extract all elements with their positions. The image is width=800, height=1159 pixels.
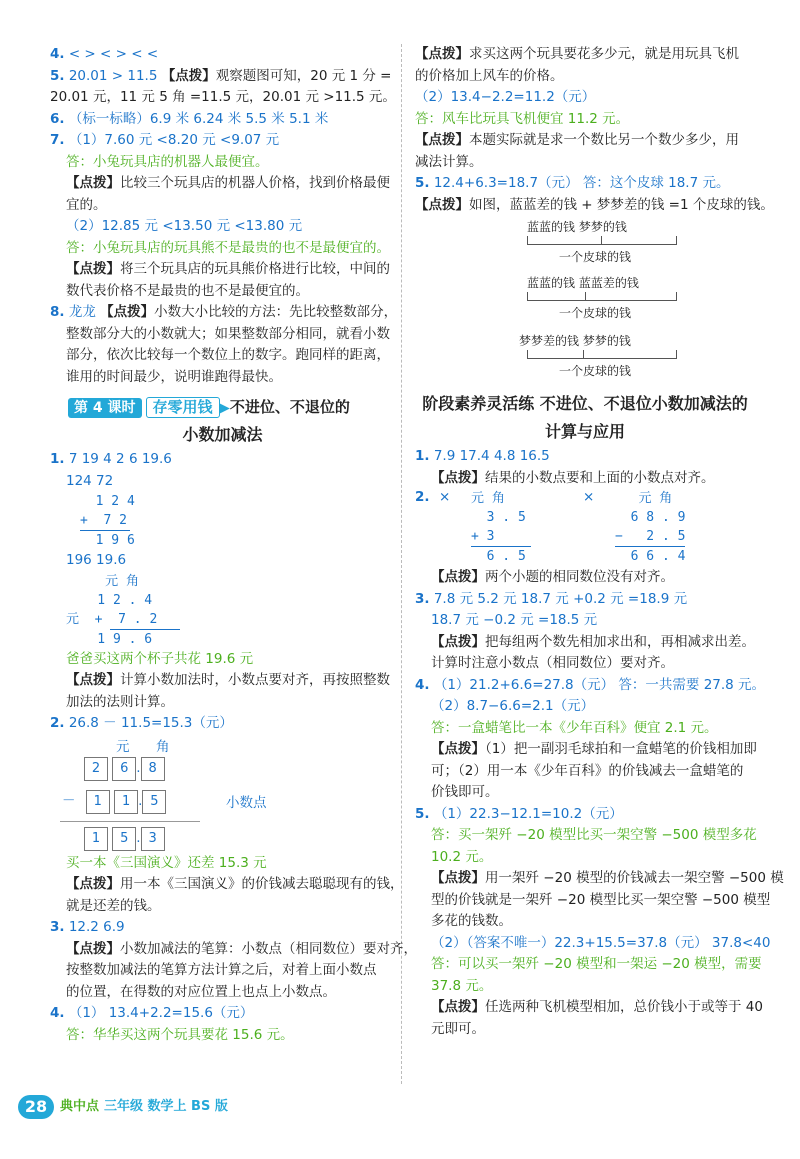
q4: 4. < > < > < < — [50, 46, 159, 62]
l1-r1: 124 72 — [66, 472, 114, 489]
q8-line3: 部分，依次比较每一个数位上的数字。跑同样的距离， — [66, 347, 390, 363]
s3: 3. 7.8 元 5.2 元 18.7 元 +0.2 元 =18.9 元 — [415, 590, 688, 607]
q7-tip2b: 数代表价格不是最贵的也不是最便宜的。 — [66, 282, 309, 299]
s5-tip3: 多花的钱数。 — [431, 913, 512, 929]
l3-tip: 【点拨】小数加减法的笔算：小数点（相同数位）要对齐， — [66, 940, 417, 957]
s3-tip2: 计算时注意小数点（相同数位）要对齐。 — [431, 655, 674, 671]
r4-tip: 【点拨】求买这两个玩具要花多少元，就是用玩具飞机 — [415, 46, 739, 62]
lesson-subtitle: 小数加减法 — [182, 425, 263, 444]
s1: 1. 7.9 17.4 4.8 16.5 — [415, 448, 550, 464]
s4-tip: 【点拨】（1）把一副羽毛球拍和一盒蜡笔的价钱相加即 — [431, 741, 757, 757]
r4-part2: （2）13.4−2.2=11.2（元） — [415, 89, 596, 105]
r4-tip2: 的价格加上风车的价格。 — [415, 67, 564, 84]
s5-tip2: 型的价钱就是一架歼 −20 模型比买一架空警 −500 模型 — [431, 891, 771, 908]
q7-answer1: 答：小兔玩具店的机器人最便宜。 — [66, 153, 269, 170]
s5: 5. （1）22.3−12.1=10.2（元） — [415, 805, 623, 822]
l3-tip3: 的位置，在得数的对应位置上也点上小数点。 — [66, 983, 336, 1000]
s4-answer2: 答：一盒蜡笔比一本《少年百科》便宜 2.1 元。 — [431, 719, 718, 736]
r5: 5. 12.4+6.3=18.7（元） 答：这个皮球 18.7 元。 — [415, 175, 730, 191]
s2-tip: 【点拨】两个小题的相同数位没有对齐。 — [431, 569, 674, 585]
s3-line2: 18.7 元 −0.2 元 =18.5 元 — [431, 612, 598, 628]
r5-tip: 【点拨】如图，蓝蓝差的钱 + 梦梦差的钱 =1 个皮球的钱。 — [415, 196, 774, 213]
l1-calc2: 元 角 1 2 . 4 元 + 7 . 2 1 9 . 6 — [50, 572, 395, 649]
s5-answer1: 答：买一架歼 −20 模型比买一架空警 −500 模型多花 — [431, 827, 757, 843]
q7-answer2: 答：小兔玩具店的玩具熊不是最贵的也不是最便宜的。 — [66, 239, 390, 256]
lesson-title: 存零用钱 — [146, 397, 220, 418]
q5: 5. 20.01 > 11.5 【点拨】观察题图可知，20 元 1 分 = — [50, 67, 392, 84]
l2-tip: 【点拨】用一本《三国演义》的价钱减去聪聪现有的钱， — [66, 876, 404, 892]
s2: 2. × 元 角 3 . 5 + 3 6 . 5 × 元 角 6 8 . 9 − 2 . 5 6 6 . 4 — [415, 489, 686, 564]
l1-r2: 196 19.6 — [66, 552, 127, 568]
s5-answer1b: 10.2 元。 — [431, 848, 493, 865]
q8-line4: 谁用的时间最少，说明谁跑得最快。 — [66, 368, 282, 385]
r4-answer2: 答：风车比玩具飞机便宜 11.2 元。 — [415, 110, 630, 127]
right-column — [415, 44, 784, 1040]
s5-part2: （2）（答案不唯一）22.3+15.5=37.8（元） 37.8<40 — [431, 934, 771, 951]
q7-part2: （2）12.85 元 <13.50 元 <13.80 元 — [66, 218, 303, 234]
l1-answer: 爸爸买这两个杯子共花 19.6 元 — [66, 650, 254, 667]
s4-tip2: 可；（2）用一本《少年百科》的价钱减去一盒蜡笔的 — [431, 762, 744, 779]
l1-tip: 【点拨】计算小数加法时，小数点要对齐，再按照整数 — [66, 672, 390, 688]
r4-tip4: 减法计算。 — [415, 153, 483, 170]
left-column — [50, 44, 417, 1046]
l1: 1. 7 19 4 2 6 19.6 — [50, 451, 172, 467]
q6: 6. （标一标略）6.9 米 6.24 米 5.5 米 5.1 米 — [50, 110, 329, 127]
lesson-header: 第 4 课时 存零用钱 ▶不进位、不退位的 — [50, 394, 395, 421]
book-title: 三年级 数学上 BS 版 — [104, 1099, 228, 1114]
l1-calc1: 1 2 4 + 7 2 1 9 6 — [80, 494, 135, 548]
s4-tip3: 价钱即可。 — [431, 784, 499, 800]
l2-answer: 买一本《三国演义》还差 15.3 元 — [66, 854, 267, 871]
s1-tip: 【点拨】结果的小数点要和上面的小数点对齐。 — [431, 469, 715, 486]
decimal-point-label: 小数点 — [226, 794, 267, 811]
s5-answer2b: 37.8 元。 — [431, 977, 493, 994]
column-divider — [401, 44, 402, 1084]
l3: 3. 12.2 6.9 — [50, 919, 125, 935]
l4-answer: 答：华华买这两个玩具要花 15.6 元。 — [66, 1026, 294, 1043]
lesson-badge: 第 4 课时 — [68, 398, 142, 418]
s5-tip: 【点拨】用一架歼 −20 模型的价钱减去一架空警 −500 模 — [431, 870, 784, 886]
stage-title-2: 计算与应用 — [544, 422, 625, 441]
q7: 7. （1）7.60 元 <8.20 元 <9.07 元 — [50, 132, 280, 148]
segment-diagrams: 蓝蓝的钱 梦梦的钱 一个皮球的钱 蓝蓝的钱 蓝蓝差的钱 一个皮球的钱 梦梦差的钱 梦梦的钱 一个皮球的钱 — [415, 216, 755, 386]
s4: 4. （1）21.2+6.6=27.8（元） 答：一共需要 27.8 元。 — [415, 676, 766, 693]
s3-tip: 【点拨】把每组两个数先相加求出和，再相减求出差。 — [431, 633, 755, 650]
q5-line2: 20.01 元，11 元 5 角 =11.5 元，20.01 元 >11.5 元。 — [50, 89, 396, 105]
l3-tip2: 按整数加减法的笔算方法计算之后，对着上面小数点 — [66, 962, 377, 978]
q8-line2: 整数部分大的小数就大；如果整数部分相同，就看小数 — [66, 325, 390, 342]
s5-tip4: 【点拨】任选两种飞机模型相加，总价钱小于或等于 40 — [431, 999, 763, 1015]
q7-tip1: 【点拨】比较三个玩具店的机器人价格，找到价格最便 — [66, 175, 390, 191]
s5-answer2: 答：可以买一架歼 −20 模型和一架运 −20 模型，需要 — [431, 956, 762, 972]
l1-tip2: 加法的法则计算。 — [66, 693, 174, 710]
stage-title: 阶段素养灵活练 不进位、不退位小数加减法的 — [422, 394, 748, 413]
l2-tip2: 就是还差的钱。 — [66, 897, 161, 914]
l2-diagram: 元 角 2 6 . 8 － 1 1 . 5 小数点 1 5 . 3 — [50, 735, 395, 853]
l2: 2. 26.8 － 11.5=15.3（元） — [50, 715, 233, 731]
q8: 8. 龙龙 【点拨】小数大小比较的方法：先比较整数部分， — [50, 304, 398, 320]
s5-tip5: 元即可。 — [431, 1020, 485, 1037]
q7-tip2: 【点拨】将三个玩具店的玩具熊价格进行比较，中间的 — [66, 261, 390, 277]
s4-part2: （2）8.7−6.6=2.1（元） — [431, 698, 595, 714]
r4-tip3: 【点拨】本题实际就是求一个数比另一个数少多少，用 — [415, 132, 739, 148]
brand-logo: 典中点 — [60, 1099, 100, 1114]
q7-tip1b: 宜的。 — [66, 196, 107, 213]
page-number: 28 — [18, 1095, 54, 1119]
l4: 4. （1） 13.4+2.2=15.6（元） — [50, 1005, 254, 1021]
